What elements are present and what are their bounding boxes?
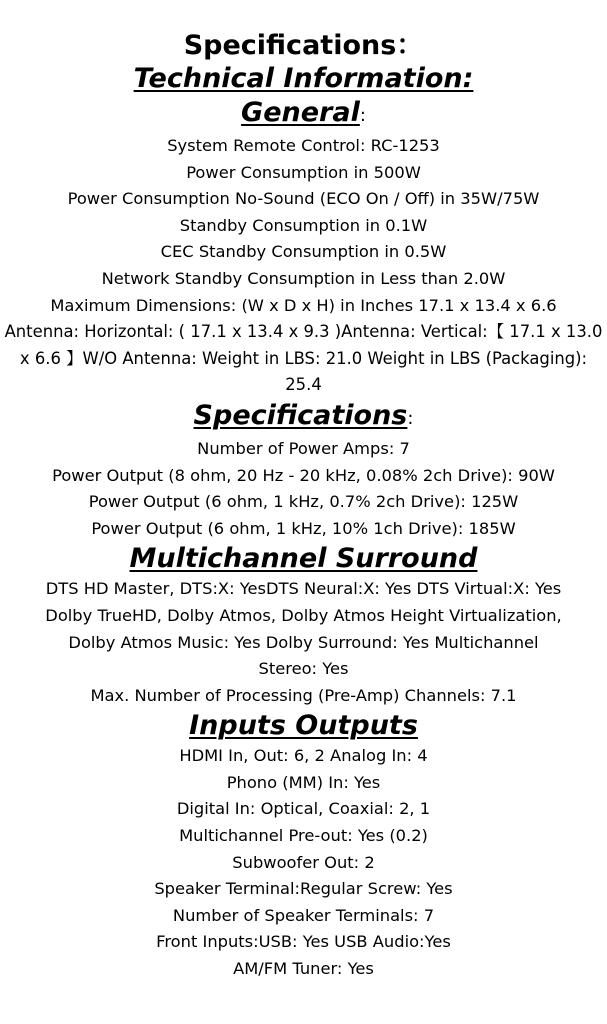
spec-line: Dolby Atmos Music: Yes Dolby Surround: Yes Multichannel bbox=[68, 632, 539, 652]
technical-information-heading bbox=[0, 62, 607, 96]
spec-line: Subwoofer Out: 2 bbox=[232, 852, 375, 872]
spec-line: HDMI In, Out: 6, 2 Analog In: 4 bbox=[179, 746, 428, 766]
spec-line: Max. Number of Processing (Pre-Amp) Channels: 7.1 bbox=[90, 685, 517, 705]
spec-line: Number of Speaker Terminals: 7 bbox=[172, 905, 435, 925]
spec-line: Maximum Dimensions: (W x D x H) in Inches 17.1 x 13.4 x 6.6 bbox=[50, 295, 557, 315]
spec-line: Phono (MM) In: Yes bbox=[226, 772, 381, 792]
multichannel-surround-heading bbox=[0, 542, 607, 576]
specifications-heading-text: Specifications bbox=[193, 399, 408, 431]
general-heading bbox=[0, 96, 607, 133]
spec-line: Number of Power Amps: 7 bbox=[197, 438, 410, 458]
specifications-heading bbox=[0, 399, 607, 436]
spec-line: CEC Standby Consumption in 0.5W bbox=[160, 242, 447, 262]
inputs-outputs-heading-text: Inputs Outputs bbox=[189, 710, 418, 742]
spec-line: System Remote Control: RC-1253 bbox=[167, 136, 440, 155]
inputs-outputs-heading bbox=[0, 709, 607, 743]
page-title: Specifications： bbox=[183, 30, 424, 61]
spec-line: Power Consumption in 500W bbox=[186, 162, 421, 182]
antenna-weight-paragraph: Antenna: Horizontal: ( 17.1 x 13.4 x 9.3 )Antenna: Vertical:【 17.1 x 13.0 x 6.6 】W/O Antenna: Weight in LBS: 21.0 Weight in LBS (Packaging): 25.4 bbox=[4, 322, 603, 395]
spec-line: Stereo: Yes bbox=[258, 659, 349, 679]
spec-line: Multichannel Pre-out: Yes (0.2) bbox=[179, 826, 428, 846]
general-heading-text: General bbox=[241, 97, 360, 128]
spec-line: Speaker Terminal:Regular Screw: Yes bbox=[154, 879, 453, 899]
spec-line: Standby Consumption in 0.1W bbox=[179, 215, 428, 235]
spec-line: Front Inputs:USB: Yes USB Audio:Yes bbox=[156, 932, 451, 952]
technical-information-heading-text: Technical Information: bbox=[133, 63, 474, 94]
spec-line: Network Standby Consumption in Less than 2.0W bbox=[101, 268, 506, 288]
spec-line: Power Consumption No-Sound (ECO On / Off) in 35W/75W bbox=[67, 189, 540, 209]
multichannel-surround-heading-text: Multichannel Surround bbox=[129, 543, 478, 575]
specifications-heading-colon: : bbox=[407, 407, 414, 429]
spec-line: Dolby TrueHD, Dolby Atmos, Dolby Atmos Height Virtualization, bbox=[45, 605, 562, 625]
spec-line: Power Output (6 ohm, 1 kHz, 0.7% 2ch Drive): 125W bbox=[88, 492, 519, 512]
spec-line: AM/FM Tuner: Yes bbox=[233, 959, 374, 979]
spec-line: Power Output (8 ohm, 20 Hz - 20 kHz, 0.08% 2ch Drive): 90W bbox=[52, 465, 555, 485]
spec-line: Digital In: Optical, Coaxial: 2, 1 bbox=[176, 799, 431, 819]
spec-line: Power Output (6 ohm, 1 kHz, 10% 1ch Drive): 185W bbox=[91, 518, 516, 538]
general-heading-colon: : bbox=[359, 105, 366, 126]
spec-line: DTS HD Master, DTS:X: YesDTS Neural:X: Yes DTS Virtual:X: Yes bbox=[45, 579, 562, 599]
